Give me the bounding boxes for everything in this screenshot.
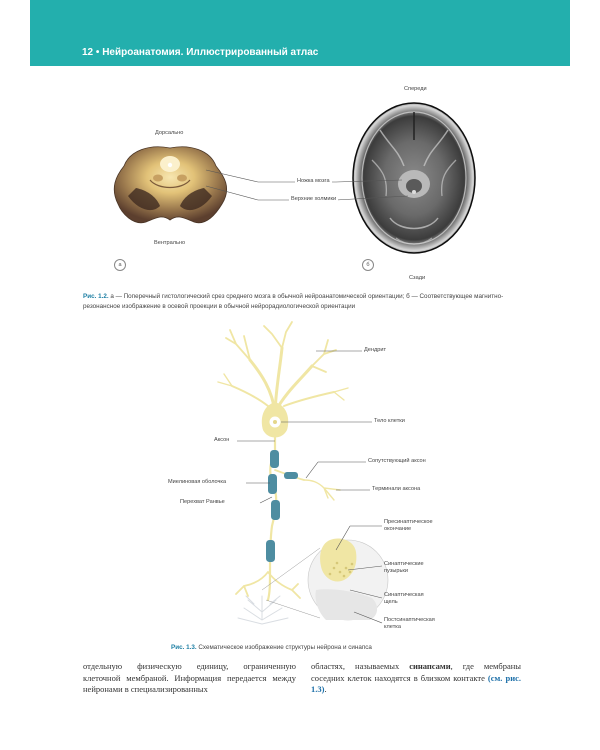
label-ventral: Вентрально <box>154 240 186 246</box>
figure-1-3-caption <box>171 643 372 653</box>
label-vesicles-line2: пузырьки <box>384 568 409 574</box>
label-postsynaptic-line1: Постсинаптическая <box>384 617 435 623</box>
header-separator: • <box>95 47 100 58</box>
label-vesicles-line1: Синаптические <box>384 561 424 567</box>
letter-a: а <box>114 259 126 271</box>
figure-1-3-caption-text: Схематическое изображение структуры нейрона и синапса <box>198 644 372 651</box>
label-presynaptic-line1: Пресинаптическое <box>384 519 433 525</box>
label-colliculi: Верхние холмики <box>291 196 337 202</box>
figure-reference-link[interactable]: (см. рис. 1.3) <box>311 672 521 695</box>
label-peduncle: Ножка мозга <box>297 178 330 184</box>
label-vesicles <box>384 561 424 575</box>
label-back: Сзади <box>409 275 426 281</box>
body-paragraph-right <box>311 661 521 696</box>
label-collateral-axon: Сопутствующий аксон <box>368 458 426 464</box>
label-axon-terminals: Терминали аксона <box>372 486 421 492</box>
body-right-post: , где мембраны соседних клеток находятся в близком контакте <box>311 661 521 683</box>
figure-1-2-caption-text: а — Поперечный гистологический срез среднего мозга в обычной нейроанатомической ориентации; б — Соответствующее магнитно-резонансное изображение в осевой проекции в обычной нейрорадиологической ориентации <box>83 293 504 310</box>
label-myelin-sheath: Миелиновая оболочка <box>168 479 227 485</box>
label-axon: Аксон <box>214 437 230 443</box>
term-synapses: синапсами <box>409 661 451 671</box>
body-paragraph-left: отдельную физическую единицу, ограниченную клеточной мембраной. Информация передается между нейронами в специализированных <box>83 661 296 695</box>
label-dendrite: Дендрит <box>364 347 387 353</box>
letter-b: б <box>362 259 374 271</box>
dendrite-tree <box>218 322 348 412</box>
body-right-end: . <box>324 684 327 695</box>
label-cell-body: Тело клетки <box>374 418 405 424</box>
figure-1-3-number: Рис. 1.3. <box>171 644 197 651</box>
body-right-pre: областях, называемых <box>311 661 410 671</box>
label-cleft <box>384 592 424 606</box>
label-postsynaptic <box>384 617 435 631</box>
label-presynaptic <box>384 519 433 533</box>
page-number: 12 <box>82 47 94 58</box>
figure-1-2-number: Рис. 1.2. <box>83 293 109 300</box>
synapse-zoom <box>262 539 388 621</box>
label-dorsal: Дорсально <box>155 130 184 136</box>
label-front: Спереди <box>404 86 427 92</box>
label-cleft-line1: Синаптическая <box>384 592 424 598</box>
cell-body <box>262 402 288 438</box>
label-presynaptic-line2: окончание <box>384 526 412 532</box>
postsynaptic-dendrites <box>238 596 288 624</box>
body-text-left-column <box>83 661 296 696</box>
label-ranvier-node: Перехват Ранвье <box>180 499 225 505</box>
body-text-right-column <box>311 661 521 696</box>
label-cleft-line2: щель <box>384 599 398 605</box>
book-title: Нейроанатомия. Иллюстрированный атлас <box>102 47 319 58</box>
label-postsynaptic-line2: клетка <box>384 624 401 630</box>
